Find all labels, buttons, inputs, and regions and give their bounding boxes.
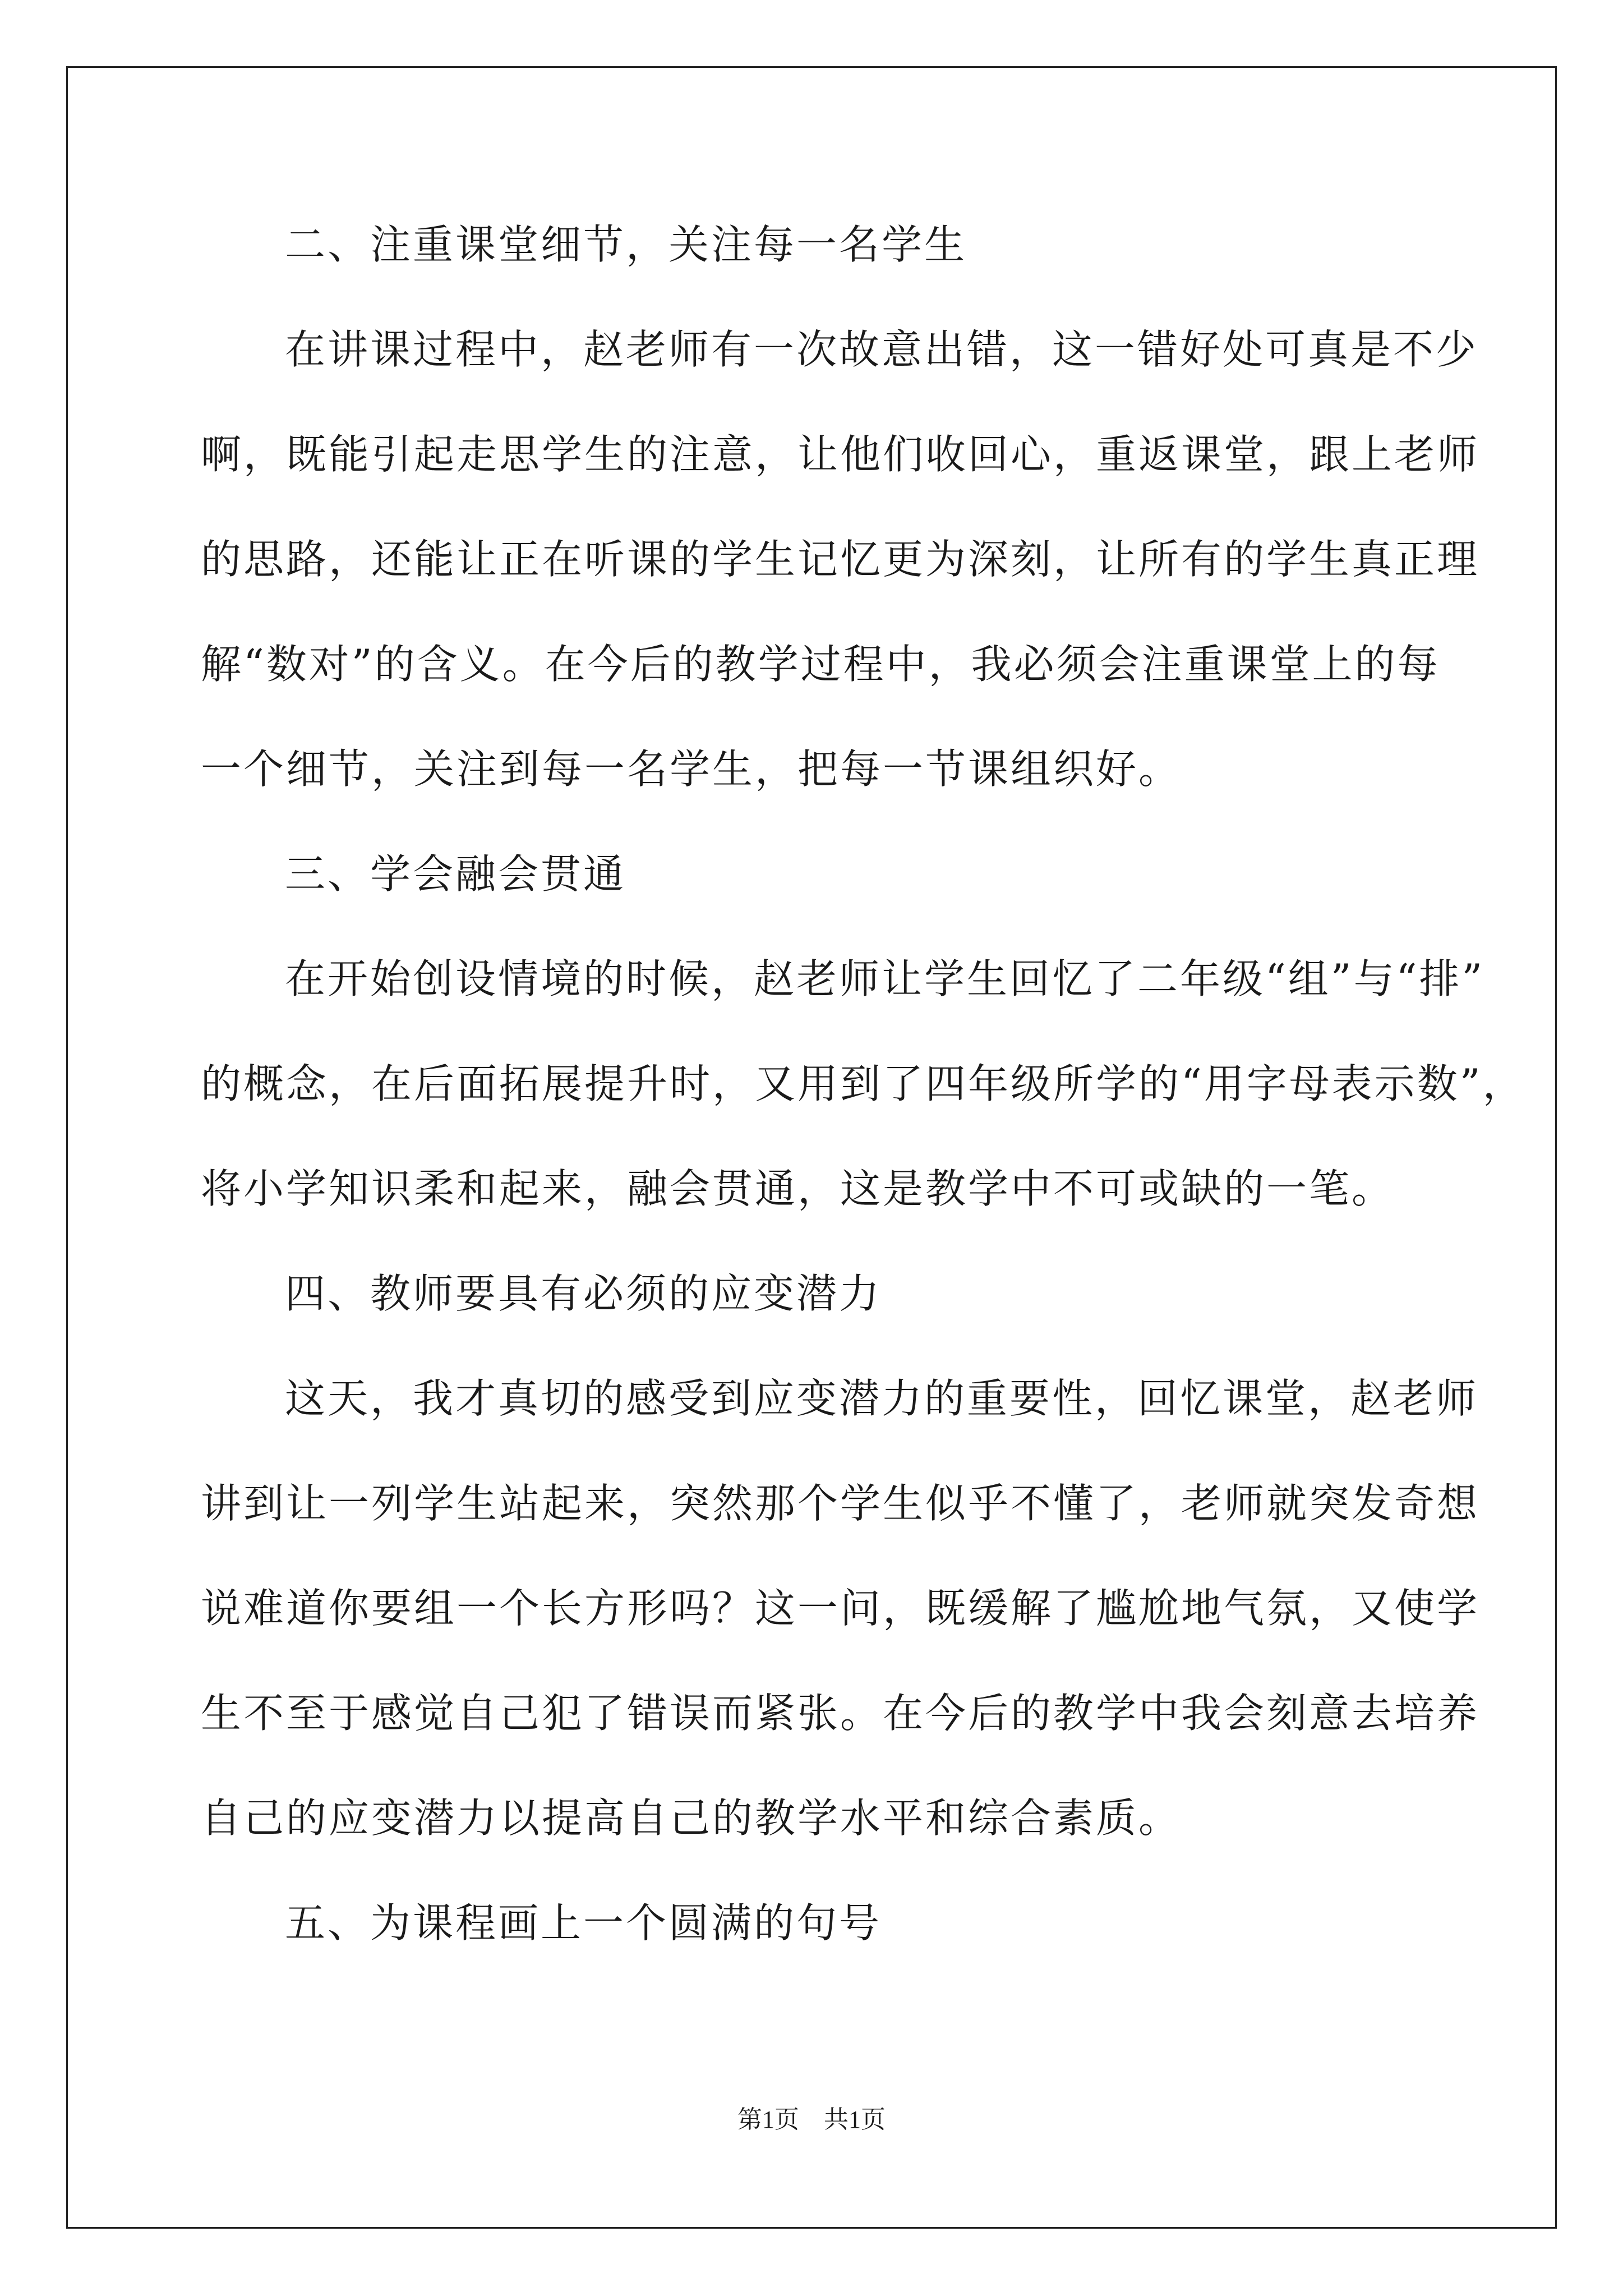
- paragraph-line: 啊，既能引起走思学生的注意，让他们收回心，重返课堂，跟上老师: [201, 431, 1480, 478]
- paragraph-line: 一个细节，关注到每一名学生，把每一节课组织好。: [201, 746, 1182, 793]
- paragraph-line: 讲到让一列学生站起来，突然那个学生似乎不懂了，老师就突发奇想: [201, 1480, 1480, 1527]
- paragraph-first-line: 四、教师要具有必须的应变潜力: [285, 1270, 882, 1317]
- paragraph-first-line: 二、注重课堂细节，关注每一名学生: [285, 221, 967, 268]
- paragraph-line: 生不至于感觉自己犯了错误而紧张。在今后的教学中我会刻意去培养: [201, 1690, 1480, 1737]
- paragraph-first-line: 五、为课程画上一个圆满的句号: [285, 1899, 882, 1947]
- paragraph-line: 说难道你要组一个长方形吗？这一问，既缓解了尴尬地气氛，又使学: [201, 1585, 1480, 1632]
- paragraph-line: 解“数对”的含义。在今后的教学过程中，我必须会注重课堂上的每: [201, 641, 1440, 688]
- page-footer: 第1页 共1页: [737, 2106, 886, 2133]
- paragraph-first-line: 三、学会融会贯通: [285, 850, 626, 898]
- paragraph-line: 将小学知识柔和起来，融会贯通，这是教学中不可或缺的一笔。: [201, 1165, 1395, 1212]
- document-body: [201, 221, 1525, 2008]
- paragraph-line: 的概念，在后面拓展提升时，又用到了四年级所学的“用字母表示数”，: [201, 1060, 1525, 1107]
- paragraph-line: 自己的应变潜力以提高自己的教学水平和综合素质。: [201, 1795, 1182, 1842]
- paragraph-first-line: 在开始创设情境的时候，赵老师让学生回忆了二年级“组”与“排”: [285, 955, 1485, 1002]
- paragraph-first-line: 在讲课过程中，赵老师有一次故意出错，这一错好处可真是不少: [285, 326, 1479, 373]
- paragraph-first-line: 这天，我才真切的感受到应变潜力的重要性，回忆课堂，赵老师: [285, 1375, 1479, 1422]
- paragraph-line: 的思路，还能让正在听课的学生记忆更为深刻，让所有的学生真正理: [201, 536, 1480, 583]
